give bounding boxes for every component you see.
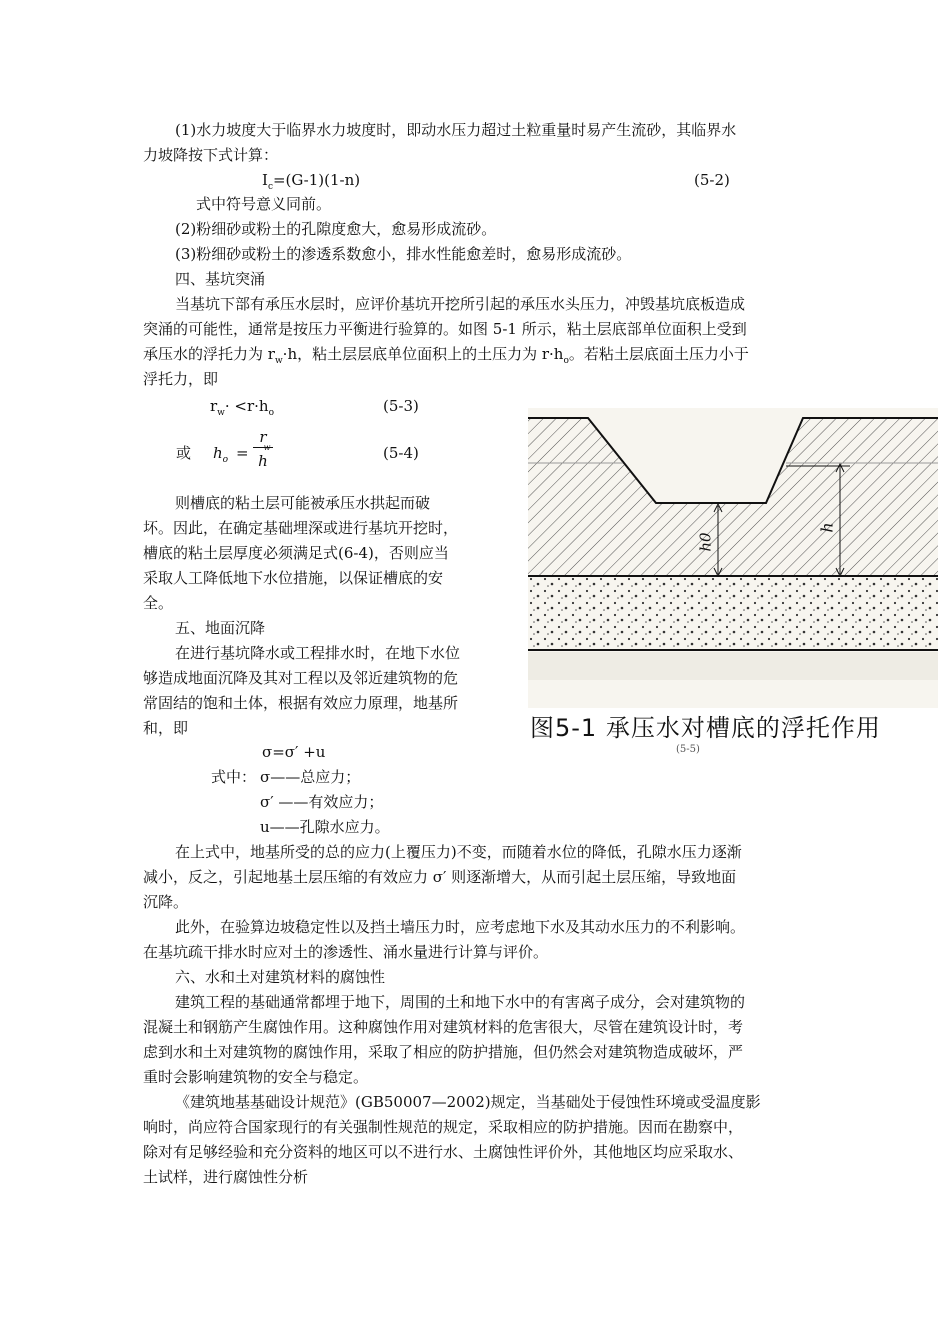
equation-or: 或 [176, 444, 192, 462]
para5-line4: 采取人工降低地下水位措施，以保证槽底的安 [143, 569, 444, 587]
equation-number-5-4: (5-4) [383, 444, 419, 462]
excavation-diagram [528, 408, 938, 758]
para7-line3: 沉降。 [143, 893, 189, 911]
equation-5-4-numerator-sub [262, 444, 272, 452]
definition-1: σ——总应力； [260, 768, 361, 786]
para4-line3: 承压水的浮托力为 $r_w\cdot h$，粘土层层底单位面积上的土压力为 $r\cdot h_o$。若粘土层底面土压力小于 [143, 345, 749, 366]
para7-line1: 在上式中，地基所受的总的应力(上覆压力)不变，而随着水位的降低，孔隙水压力逐渐 [175, 843, 742, 861]
equation-note: 式中符号意义同前。 [196, 195, 332, 213]
definition-2: σ′ ——有效应力； [260, 793, 384, 811]
figure-caption: 图5-1 承压水对槽底的浮托作用 [530, 714, 881, 742]
para10-line3: 除对有足够经验和充分资料的地区可以不进行水、土腐蚀性评价外，其他地区均应采取水、 [143, 1143, 744, 1161]
para9-line1: 建筑工程的基础通常都埋于地下，周围的土和地下水中的有害离子成分，会对建筑物的 [175, 993, 746, 1011]
equation-5-2: $I_c=(G-1)(1-n)$ [262, 171, 361, 192]
fraction-bar [253, 447, 273, 448]
label-h0: h0 [696, 532, 715, 552]
para5-line2: 坏。因此，在确定基础埋深或进行基坑开挖时， [143, 519, 459, 537]
para8-line2: 在基坑疏干排水时应对土的渗透性、涌水量进行计算与评价。 [143, 943, 549, 961]
equation-5-4-equals: = [236, 444, 249, 462]
para1-line2: 力坡降按下式计算： [143, 146, 279, 164]
para6-line2: 够造成地面沉降及其对工程以及邻近建筑物的危 [143, 669, 459, 687]
equation-number-5-3: (5-3) [383, 397, 419, 415]
para4-line2: 突涌的可能性，通常是按压力平衡进行验算的。如图 5-1 所示，粘土层底部单位面积上受到 [143, 320, 747, 338]
equation-5-4-lhs: $h_o$ [213, 444, 229, 465]
item-3: (3)粉细砂或粉土的渗透系数愈小，排水性能愈差时，愈易形成流砂。 [175, 245, 632, 263]
partial-equation-number: (5-5) [676, 744, 700, 755]
heading-6: 六、水和土对建筑材料的腐蚀性 [175, 968, 386, 986]
equation-5-4-denominator: h [258, 452, 268, 470]
para9-line2: 混凝土和钢筋产生腐蚀作用。这种腐蚀作用对建筑材料的危害很大，尽管在建筑设计时，考 [143, 1018, 744, 1036]
para4-line4: 浮托力，即 [143, 370, 219, 388]
para10-line1: 《建筑地基基础设计规范》(GB50007—2002)规定，当基础处于侵蚀性环境或受温度影 [175, 1093, 761, 1111]
para6-line4: 和，即 [143, 719, 189, 737]
para9-line3: 虑到水和土对建筑物的腐蚀作用，采取了相应的防护措施，但仍然会对建筑物造成破坏，严 [143, 1043, 744, 1061]
para9-line4: 重时会影响建筑物的安全与稳定。 [143, 1068, 369, 1086]
para4-line1: 当基坑下部有承压水层时，应评价基坑开挖所引起的承压水头压力，冲毁基坑底板造成 [175, 295, 746, 313]
para10-line4: 土试样，进行腐蚀性分析 [143, 1168, 309, 1186]
item-2: (2)粉细砂或粉土的孔隙度愈大，愈易形成流砂。 [175, 220, 497, 238]
definition-prefix: 式中： [211, 768, 257, 786]
para6-line1: 在进行基坑降水或工程排水时，在地下水位 [175, 644, 461, 662]
label-h: h [817, 522, 837, 533]
heading-5: 五、地面沉降 [175, 619, 266, 637]
para5-line1: 则槽底的粘土层可能被承压水拱起而破 [175, 494, 431, 512]
para5-line5: 全。 [143, 594, 174, 612]
equation-5-4-numerator: r [259, 428, 267, 446]
equation-number-5-2: (5-2) [694, 171, 730, 189]
para7-line2: 减小，反之，引起地基土层压缩的有效应力 σ′ 则逐渐增大，从而引起土层压缩，导致地面 [143, 868, 737, 886]
para1-line1: (1)水力坡度大于临界水力坡度时，即动水压力超过土粒重量时易产生流砂，其临界水 [175, 121, 737, 139]
para10-line2: 响时，尚应符合国家现行的有关强制性规范的规定，采取相应的防护措施。因而在勘察中， [143, 1118, 744, 1136]
definition-3: u——孔隙水应力。 [260, 818, 390, 836]
para6-line3: 常固结的饱和土体，根据有效应力原理，地基所 [143, 694, 459, 712]
equation-sigma: σ=σ′ +u [262, 743, 326, 761]
para8-line1: 此外，在验算边坡稳定性以及挡土墙压力时，应考虑地下水及其动水压力的不利影响。 [175, 918, 746, 936]
para5-line3: 槽底的粘土层厚度必须满足式(6-4)，否则应当 [143, 544, 449, 562]
figure-5-1 [528, 408, 938, 758]
equation-5-3: $r_w\cdot <r\cdot h_o$ [210, 397, 275, 418]
heading-4: 四、基坑突涌 [175, 270, 266, 288]
